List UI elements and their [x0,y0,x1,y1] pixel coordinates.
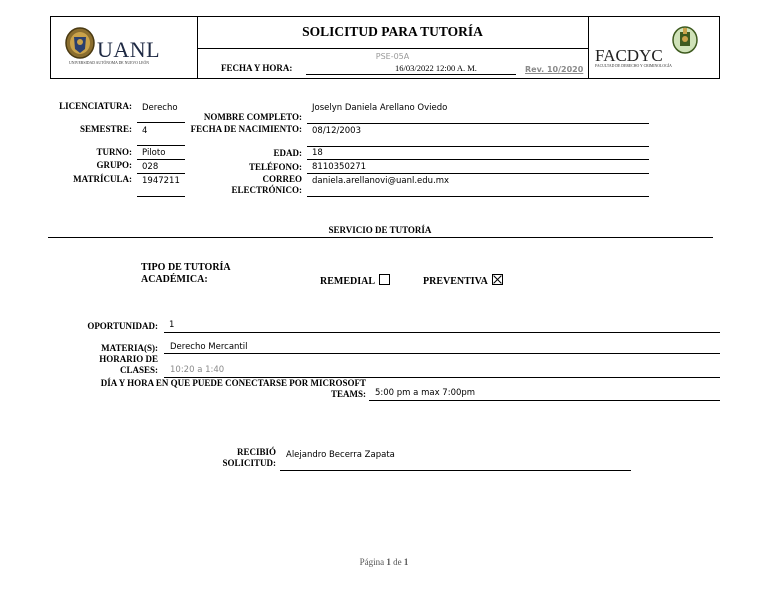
correo-line [307,196,649,197]
telefono-line [307,173,649,174]
form-title: SOLICITUD PARA TUTORÍA [302,24,483,39]
nombre-line [307,123,649,124]
preventiva-checkbox[interactable] [492,274,503,285]
fecha-hora-line [306,74,516,75]
matricula-line [137,196,185,197]
recibio-line [280,470,631,471]
uanl-subtitle: UNIVERSIDAD AUTÓNOMA DE NUEVO LEÓN [69,61,149,65]
correo-value: daniela.arellanovi@uanl.edu.mx [312,176,450,186]
remedial-option[interactable]: REMEDIAL [320,274,390,288]
form-code: PSE-05A [375,52,410,61]
fecha-hora-value: 16/03/2022 12:00 A. M. [395,63,477,73]
turno-line [137,159,185,160]
telefono-label: TELÉFONO: [248,162,302,172]
oportunidad-label: OPORTUNIDAD: [87,321,158,331]
dia-hora-value: 5:00 pm a max 7:00pm [375,388,476,398]
telefono-value: 8110350271 [312,162,367,172]
facdyc-name: FACDYC [595,46,663,65]
semestre-value: 4 [142,126,148,136]
uanl-seal-icon [65,27,95,59]
dia-hora-line [369,400,720,401]
facdyc-subtitle: FACULTAD DE DERECHO Y CRIMINOLOGÍA [595,64,672,68]
header-row-divider [197,48,589,49]
page-number: Página 1 de 1 [359,557,409,567]
horario-label: HORARIO DE CLASES: [99,354,158,375]
header-box [50,16,720,79]
semestre-label: SEMESTRE: [79,124,132,134]
recibio-value: Alejandro Becerra Zapata [286,450,395,460]
fecha-hora-label: FECHA Y HORA: [221,63,293,73]
recibio-label: RECIBIÓ SOLICITUD: [222,447,276,468]
materia-value: Derecho Mercantil [170,342,248,352]
facdyc-emblem-icon [671,25,699,55]
tipo-tutoria-label: TIPO DE TUTORÍA ACADÉMICA: [141,262,231,285]
matricula-value: 1947211 [142,176,180,186]
fecha-nac-label: FECHA DE NACIMIENTO: [190,124,302,134]
materia-line [164,353,720,354]
matricula-label: MATRÍCULA: [73,174,132,184]
licenciatura-label: LICENCIATURA: [59,101,132,111]
grupo-line [137,173,185,174]
revision-label: Rev. 10/2020 [525,65,584,74]
fecha-nac-line [307,146,649,147]
dia-hora-label: DÍA Y HORA EN QUE PUEDE CONECTARSE POR MICROSOFT TEAMS: [100,378,366,399]
edad-label: EDAD: [273,148,302,158]
turno-label: TURNO: [96,147,132,157]
grupo-label: GRUPO: [96,160,132,170]
licenciatura-line [137,122,185,123]
nombre-label: NOMBRE COMPLETO: [203,112,302,122]
horario-value: 10:20 a 1:40 [170,365,225,375]
licenciatura-value: Derecho [142,103,178,113]
semestre-line [137,145,185,146]
servicio-rule [48,237,713,238]
turno-value: Piloto [142,148,166,158]
edad-line [307,159,649,160]
grupo-value: 028 [142,162,159,172]
edad-value: 18 [312,148,323,158]
servicio-heading: SERVICIO DE TUTORÍA [328,225,432,235]
oportunidad-line [164,332,720,333]
nombre-value: Joselyn Daniela Arellano Oviedo [312,103,448,113]
uanl-name: UANL [97,37,161,62]
preventiva-option[interactable]: PREVENTIVA [423,274,503,288]
materia-label: MATERIA(S): [101,343,158,353]
remedial-checkbox[interactable] [379,274,390,285]
oportunidad-value: 1 [169,320,175,330]
fecha-nac-value: 08/12/2003 [312,126,361,136]
correo-label: CORREO ELECTRÓNICO: [231,174,302,195]
